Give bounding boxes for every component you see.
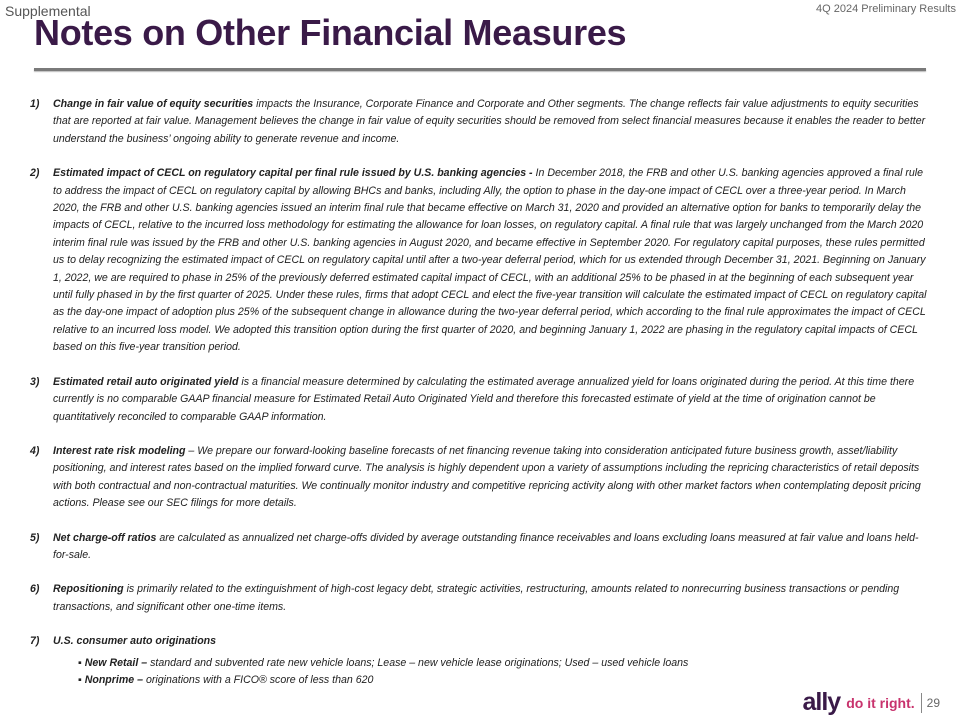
sub-item bbox=[78, 672, 932, 689]
note-item bbox=[30, 530, 932, 565]
note-number: 7) bbox=[30, 635, 40, 648]
note-item bbox=[30, 374, 932, 426]
note-body bbox=[53, 530, 932, 565]
note-term: Change in fair value of equity securities bbox=[53, 98, 254, 110]
note-number: 3) bbox=[30, 375, 40, 388]
footer-divider bbox=[921, 693, 922, 713]
note-text: is a financial measure determined by calculating the estimated average annualized yield for loans originated during the period. At this time there currently is no comparable GAAP financial measure for Estimated Retail Auto Originated Yield and therefore this forecasted estimate of yield at the time of origination cannot be quantitatively reconciled to comparable GAAP information. bbox=[53, 375, 915, 423]
note-term: Estimated impact of CECL on regulatory capital per final rule issued by U.S. banking agencies - bbox=[53, 167, 533, 180]
bullet-icon: ▪ bbox=[78, 656, 82, 669]
note-number: 5) bbox=[30, 531, 40, 544]
notes-list bbox=[30, 96, 932, 706]
note-text: – We prepare our forward-looking baseline forecasts of net financing revenue taking into consideration anticipated future business growth, asset/liability positioning, and interest rates based on the implied forward curve. The analysis is highly dependent upon a variety of assumptions including the repricing characteristics of retail deposits with both contractual and non-contractual maturities. We continually monitor industry and competitive repricing activity along with other market factors when contemplating deposit pricing actions. Please see our SEC filings for more details. bbox=[53, 444, 921, 510]
sub-text: standard and subvented rate new vehicle loans; Lease – new vehicle lease originations; Used – used vehicle loans bbox=[147, 656, 689, 669]
note-body bbox=[53, 633, 932, 689]
bullet-icon: ▪ bbox=[78, 673, 82, 686]
title-divider bbox=[34, 68, 926, 71]
note-body bbox=[53, 581, 932, 616]
note-text: In December 2018, the FRB and other U.S. banking agencies approved a final rule to address the impact of CECL on regulatory capital by allowing BHCs and banks, including Ally, the option to phase in the day-one impact of CECL over a three-year period. In March 2020, the FRB and other U.S. banking agencies issued an interim final rule that became effective on March 31, 2020 and provided an alternative option for banks to temporarily delay the impacts of CECL, relative to the incurred loss methodology for estimating the allowance for loan losses, on regulatory capital. A final rule that was largely unchanged from the March 2020 interim final rule was issued by the FRB and other U.S. banking agencies in August 2020, and became effective in September 2020. For regulatory capital purposes, these rules permitted us to delay recognizing the estimated impact of CECL on regulatory capital until after a two-year deferral period, which for us extended through December 31, 2021. Beginning on January 1, 2022, we are required to phase in 25% of the previously deferred estimated capital impact of CECL, with an additional 25% to be phased in at the beginning of each subsequent year until fully phased in by the first quarter of 2025. Under these rules, firms that adopt CECL and elect the five-year transition will calculate the estimated impact of CECL on regulatory capital as the day-one impact of adoption plus 25% of the subsequent change in allowance during the two-year deferral period, which according to the final rule approximates the impact of CECL relative to an incurred loss model. We adopted this transition option during the first quarter of 2020, and beginning January 1, 2022 are phasing in the regulatory capital impacts of CECL based on this five-year transition period. bbox=[53, 167, 927, 354]
note-text: is primarily related to the extinguishment of high-cost legacy debt, strategic activities, restructuring, amounts related to nonrecurring business transactions or pending transactions, and significant other one-time items. bbox=[53, 583, 900, 613]
note-term: Estimated retail auto originated yield bbox=[53, 375, 239, 388]
ally-logo: ally bbox=[802, 688, 841, 716]
note-number: 2) bbox=[30, 167, 40, 180]
note-term: U.S. consumer auto originations bbox=[53, 635, 217, 648]
tagline: do it right. bbox=[846, 694, 915, 711]
sub-item bbox=[78, 655, 932, 672]
note-body bbox=[53, 165, 932, 356]
sub-text: originations with a FICO® score of less than 620 bbox=[143, 673, 374, 686]
period-label: 4Q 2024 Preliminary Results bbox=[815, 3, 956, 15]
page-number: 29 bbox=[926, 695, 940, 710]
note-body bbox=[53, 443, 932, 513]
note-body bbox=[53, 374, 932, 426]
sub-term: New Retail – bbox=[84, 656, 148, 669]
note-number: 6) bbox=[30, 583, 40, 596]
note-term: Interest rate risk modeling bbox=[53, 444, 186, 457]
note-number: 1) bbox=[30, 98, 40, 110]
note-term: Net charge-off ratios bbox=[53, 531, 157, 544]
note-item bbox=[30, 443, 932, 513]
page-title: Notes on Other Financial Measures bbox=[34, 12, 627, 53]
note-text: are calculated as annualized net charge-offs divided by average outstanding finance receivables and loans excluding loans measured at fair value and loans held-for-sale. bbox=[53, 531, 919, 561]
note-text: impacts the Insurance, Corporate Finance and Corporate and Other segments. The change reflects fair value adjustments to equity securities that are reported at fair value. Management believes the change in fair value of equity securities should be removed from select financial measures because it enables the reader to better understand the business’ ongoing ability to generate revenue and income. bbox=[53, 98, 926, 145]
note-body bbox=[53, 96, 932, 148]
sub-list bbox=[53, 655, 932, 690]
footer bbox=[803, 688, 941, 717]
note-term: Repositioning bbox=[53, 583, 124, 596]
note-item bbox=[30, 633, 932, 689]
note-item bbox=[30, 96, 932, 148]
sub-term: Nonprime – bbox=[84, 673, 143, 686]
note-item bbox=[30, 581, 932, 616]
note-item bbox=[30, 165, 932, 356]
section-label: Supplemental bbox=[5, 3, 91, 19]
note-number: 4) bbox=[30, 444, 40, 457]
